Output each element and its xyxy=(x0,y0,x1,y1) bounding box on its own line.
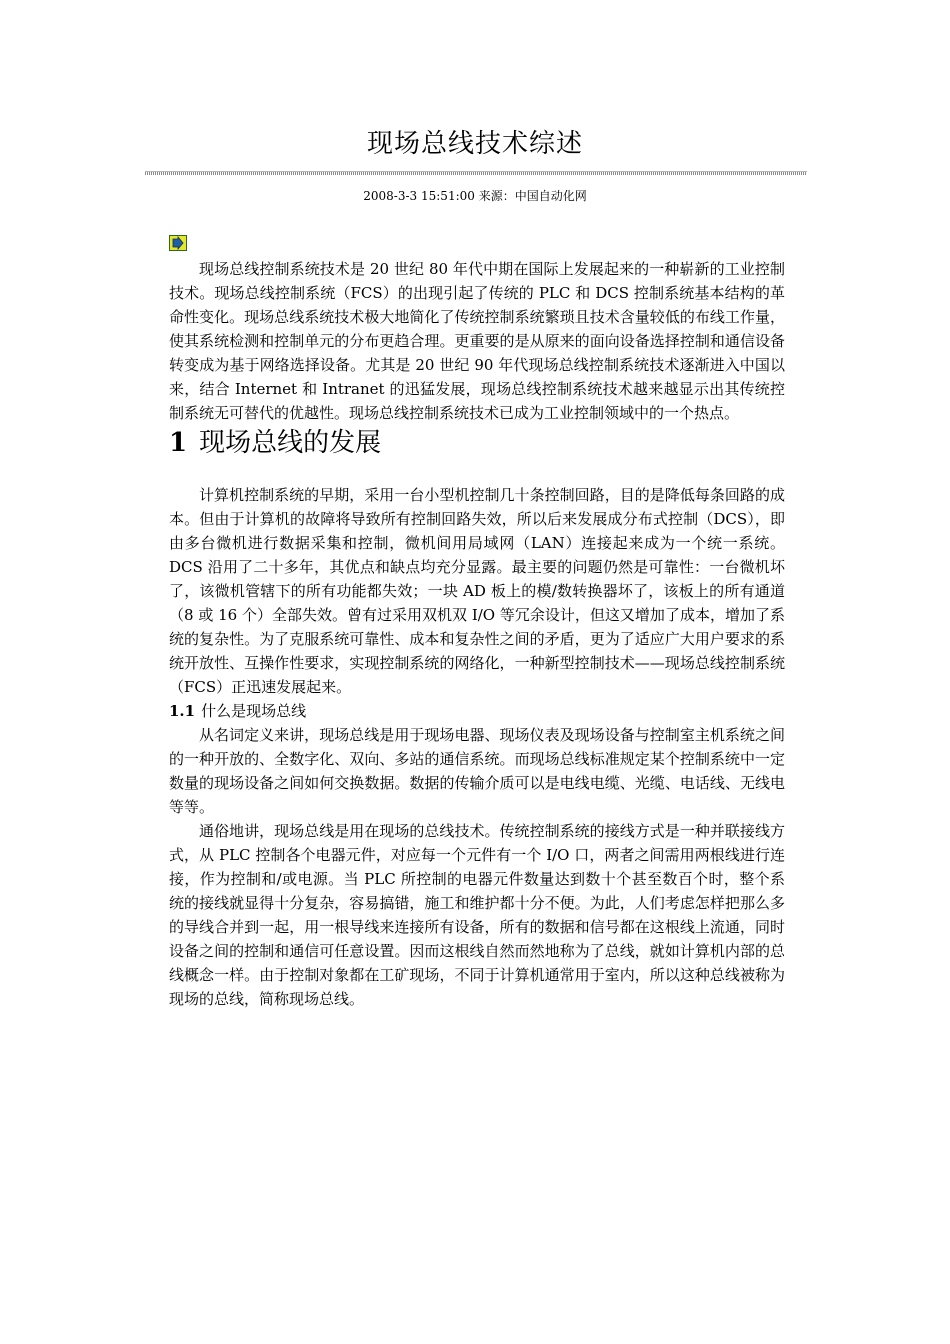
publish-meta: 2008-3-3 15:51:00 来源：中国自动化网 xyxy=(363,189,587,203)
section-1-title: 现场总线的发展 xyxy=(199,428,382,458)
title-divider xyxy=(145,171,807,175)
section-1-1-heading xyxy=(169,699,785,723)
section-1-paragraph: 计算机控制系统的早期，采用一台小型机控制几十条控制回路，目的是降低每条回路的成本。但由于计算机的故障将导致所有控制回路失效，所以后来发展成分布式控制（DCS），即由多台微机进行数据采集和控制，微机间用局域网（LAN）连接起来成为一个统一系统。DCS 沿用了二十多年，其优点和缺点均充分显露。最主要的问题仍然是可靠性：一台微机坏了，该微机管辖下的所有功能都失效；一块 AD 板上的模/数转换器坏了，该板上的所有通道（8 或 16 个）全部失效。曾有过采用双机双 I/O 等冗余设计，但这又增加了成本，增加了系统的复杂性。为了克服系统可靠性、成本和复杂性之间的矛盾，更为了适应广大用户要求的系统开放性、互操作性要求，实现控制系统的网络化，一种新型控制技术——现场总线控制系统（FCS）正迅速发展起来。 xyxy=(169,486,785,696)
section-1-1-number: 1.1 xyxy=(169,702,196,720)
page-arrow-icon[interactable] xyxy=(169,235,187,251)
section-1-heading xyxy=(169,425,785,461)
section-1-1-title: 什么是现场总线 xyxy=(201,702,307,720)
section-1-1-paragraph-1: 从名词定义来讲，现场总线是用于现场电器、现场仪表及现场设备与控制室主机系统之间的一种开放的、全数字化、双向、多站的通信系统。而现场总线标准规定某个控制系统中一定数量的现场设备之间如何交换数据。数据的传输介质可以是电线电缆、光缆、电话线、无线电等等。 xyxy=(169,726,785,816)
article-body xyxy=(169,257,785,1011)
section-1-number: 1 xyxy=(169,428,188,458)
intro-paragraph: 现场总线控制系统技术是 20 世纪 80 年代中期在国际上发展起来的一种崭新的工业控制技术。现场总线控制系统（FCS）的出现引起了传统的 PLC 和 DCS 控制系统基本结构的革命性变化。现场总线系统技术极大地简化了传统控制系统繁琐且技术含量较低的布线工作量，使其系统检测和控制单元的分布更趋合理。更重要的是从原来的面向设备选择控制和通信设备转变成为基于网络选择设备。尤其是 20 世纪 90 年代现场总线控制系统技术逐渐进入中国以来，结合 Internet 和 Intranet 的迅猛发展，现场总线控制系统技术越来越显示出其传统控制系统无可替代的优越性。现场总线控制系统技术已成为工业控制领域中的一个热点。 xyxy=(169,260,785,422)
section-1-1-paragraph-2: 通俗地讲，现场总线是用在现场的总线技术。传统控制系统的接线方式是一种并联接线方式，从 PLC 控制各个电器元件，对应每一个元件有一个 I/O 口，两者之间需用两根线进行连接，作为控制和/或电源。当 PLC 所控制的电器元件数量达到数十个甚至数百个时，整个系统的接线就显得十分复杂，容易搞错，施工和维护都十分不便。为此，人们考虑怎样把那么多的导线合并到一起，用一根导线来连接所有设备，所有的数据和信号都在这根线上流通，同时设备之间的控制和通信可任意设置。因而这根线自然而然地称为了总线，就如计算机内部的总线概念一样。由于控制对象都在工矿现场，不同于计算机通常用于室内，所以这种总线被称为现场的总线，简称现场总线。 xyxy=(169,822,785,1008)
document-title: 现场总线技术综述 xyxy=(366,129,583,159)
